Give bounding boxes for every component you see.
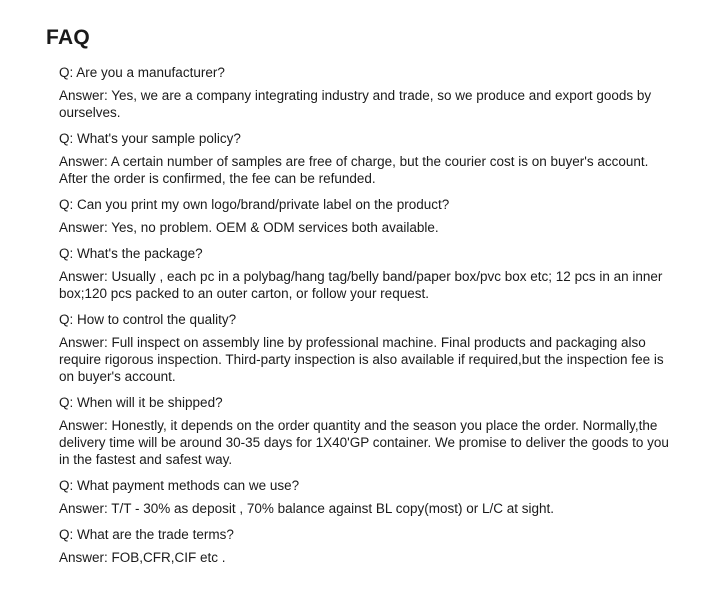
faq-question: Q: How to control the quality? bbox=[59, 312, 237, 327]
faq-answer: Answer: Yes, we are a company integrating industry and trade, so we produce and export goods by ourselves. bbox=[59, 88, 652, 120]
faq-question: Q: What payment methods can we use? bbox=[59, 478, 300, 493]
faq-item bbox=[59, 526, 679, 566]
faq-item bbox=[59, 394, 679, 468]
faq-answer: Answer: A certain number of samples are free of charge, but the courier cost is on buyer's account. After the order is confirmed, the fee can be refunded. bbox=[59, 154, 649, 186]
faq-answer: Answer: T/T - 30% as deposit , 70% balance against BL copy(most) or L/C at sight. bbox=[59, 501, 554, 516]
faq-answer: Answer: Usually , each pc in a polybag/hang tag/belly band/paper box/pvc box etc; 12 pcs in an inner box;120 pcs packed to an outer carton, or follow your request. bbox=[59, 269, 663, 301]
faq-item bbox=[59, 64, 679, 121]
faq-item bbox=[59, 311, 679, 385]
faq-answer: Answer: Full inspect on assembly line by professional machine. Final products and packaging also require rigorous inspection. Third-party inspection is also available if required,but the inspection fee is on buyer's account. bbox=[59, 335, 664, 384]
faq-question: Q: When will it be shipped? bbox=[59, 395, 223, 410]
page-title: FAQ bbox=[46, 26, 91, 49]
faq-item bbox=[59, 130, 679, 187]
faq-question: Q: What's the package? bbox=[59, 246, 203, 261]
faq-list bbox=[59, 64, 679, 575]
faq-question: Q: Can you print my own logo/brand/private label on the product? bbox=[59, 197, 450, 212]
faq-item bbox=[59, 196, 679, 236]
faq-item bbox=[59, 245, 679, 302]
faq-answer: Answer: Honestly, it depends on the order quantity and the season you place the order. Normally,the delivery time will be around 30-35 days for 1X40'GP container. We promise to deliver the goods to you in the fastest and safest way. bbox=[59, 418, 669, 467]
faq-answer: Answer: FOB,CFR,CIF etc . bbox=[59, 550, 226, 565]
faq-question: Q: What's your sample policy? bbox=[59, 131, 241, 146]
faq-item bbox=[59, 477, 679, 517]
faq-question: Q: Are you a manufacturer? bbox=[59, 65, 225, 80]
faq-question: Q: What are the trade terms? bbox=[59, 527, 234, 542]
faq-answer: Answer: Yes, no problem. OEM & ODM services both available. bbox=[59, 220, 439, 235]
